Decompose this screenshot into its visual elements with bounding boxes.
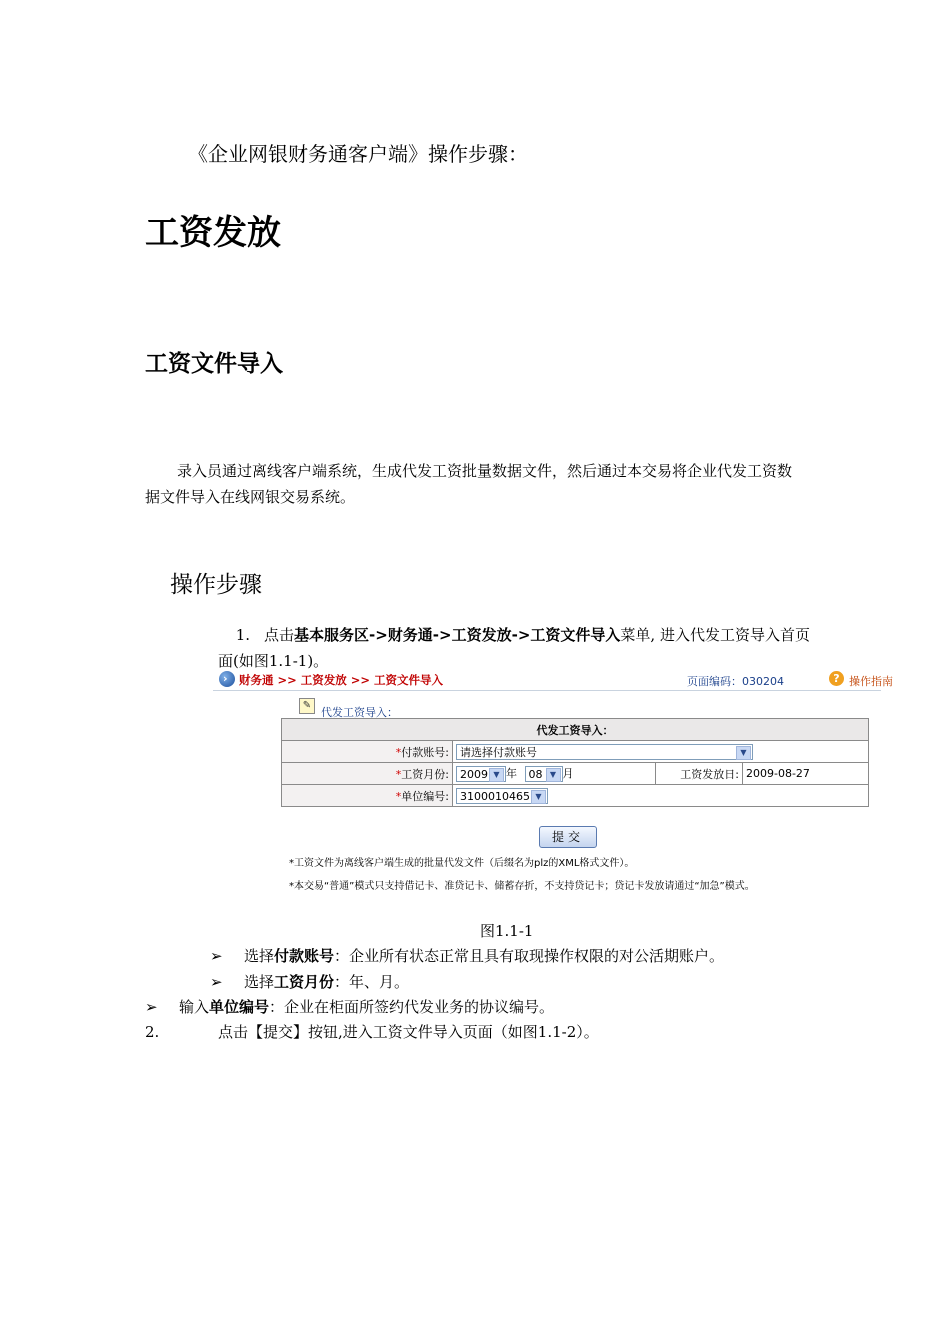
bullet-account: ➢ 选择付款账号：企业所有状态正常且具有取现操作权限的对公活期账户。 <box>210 947 725 965</box>
account-label: *付款账号: <box>282 741 453 763</box>
intro-paragraph <box>145 458 805 510</box>
step-2-text: 点击【提交】按钮,进入工资文件导入页面（如图1.1-2）。 <box>218 1023 599 1041</box>
step-2 <box>145 1021 599 1042</box>
pay-date-label: 工资发放日: <box>656 763 743 785</box>
nav-arrow-icon: › <box>219 671 235 687</box>
document-title: 《企业网银财务通客户端》操作步骤： <box>188 142 528 166</box>
pencil-icon: ✎ <box>299 698 315 714</box>
heading-salary-file-import: 工资文件导入 <box>145 351 283 377</box>
figure-caption: 图1.1-1 <box>480 922 534 940</box>
year-select[interactable]: 2009 ▼ <box>456 766 506 782</box>
account-cell <box>453 741 869 763</box>
arrow-icon: ➢ <box>210 973 223 991</box>
chevron-down-icon[interactable]: ▼ <box>546 768 561 782</box>
note-file-format: *工资文件为离线客户端生成的批量代发文件（后缀名为plz的XML格式文件）。 <box>289 858 635 869</box>
screenshot-breadcrumb[interactable]: 财务通 >> 工资发放 >> 工资文件导入 <box>239 673 444 687</box>
account-select[interactable]: 请选择付款账号 ▼ <box>456 744 753 760</box>
step-2-number: 2. <box>145 1023 160 1041</box>
step-1-menu-path: 基本服务区->财务通->工资发放->工资文件导入 <box>294 626 621 644</box>
chevron-down-icon[interactable]: ▼ <box>736 746 751 760</box>
form-title: 代发工资导入： <box>282 719 869 741</box>
step-1-pre: 点击 <box>264 626 295 644</box>
chevron-down-icon[interactable]: ▼ <box>489 768 504 782</box>
note-card-types: *本交易“普通”模式只支持借记卡、准贷记卡、储蓄存折，不支持贷记卡；贷记卡发放请通过“加急”模式。 <box>289 881 755 892</box>
arrow-icon: ➢ <box>210 947 223 965</box>
month-label: *工资月份: <box>282 763 453 785</box>
bullet-unit: ➢ 输入单位编号：企业在柜面所签约代发业务的协议编号。 <box>145 998 555 1016</box>
step-1-post: 菜单, 进入代发工资导入首页面(如图1.1-1)。 <box>218 626 810 670</box>
page-code: 页面编码：030204 <box>687 675 784 688</box>
month-select[interactable]: 08 ▼ <box>525 766 563 782</box>
bullet-month: ➢ 选择工资月份：年、月。 <box>210 973 410 991</box>
month-cell <box>453 763 656 785</box>
chevron-down-icon[interactable]: ▼ <box>531 790 546 804</box>
year-unit: 年 <box>506 767 517 780</box>
heading-salary-payment: 工资发放 <box>145 213 281 253</box>
step-1-number: 1. <box>235 626 250 644</box>
unit-cell <box>453 785 869 807</box>
month-unit: 月 <box>562 767 574 780</box>
intro-text: 录入员通过离线客户端系统，生成代发工资批量数据文件，然后通过本交易将企业代发工资数据文件导入在线网银交易系统。 <box>145 462 793 506</box>
screenshot-top-bar <box>213 668 893 691</box>
arrow-icon: ➢ <box>145 998 158 1016</box>
heading-operation-steps: 操作步骤 <box>170 572 262 598</box>
step-1 <box>218 622 818 674</box>
form-section-label: 代发工资导入： <box>321 706 398 719</box>
submit-button[interactable]: 提交 <box>539 826 597 848</box>
pay-date-value: 2009-08-27 <box>743 763 869 785</box>
help-link[interactable]: 操作指南 <box>849 675 893 688</box>
salary-import-form <box>281 718 869 807</box>
help-icon[interactable]: ? <box>829 671 844 686</box>
embedded-screenshot <box>213 668 893 898</box>
unit-select[interactable]: 3100010465 ▼ <box>456 788 548 804</box>
unit-label: *单位编号: <box>282 785 453 807</box>
